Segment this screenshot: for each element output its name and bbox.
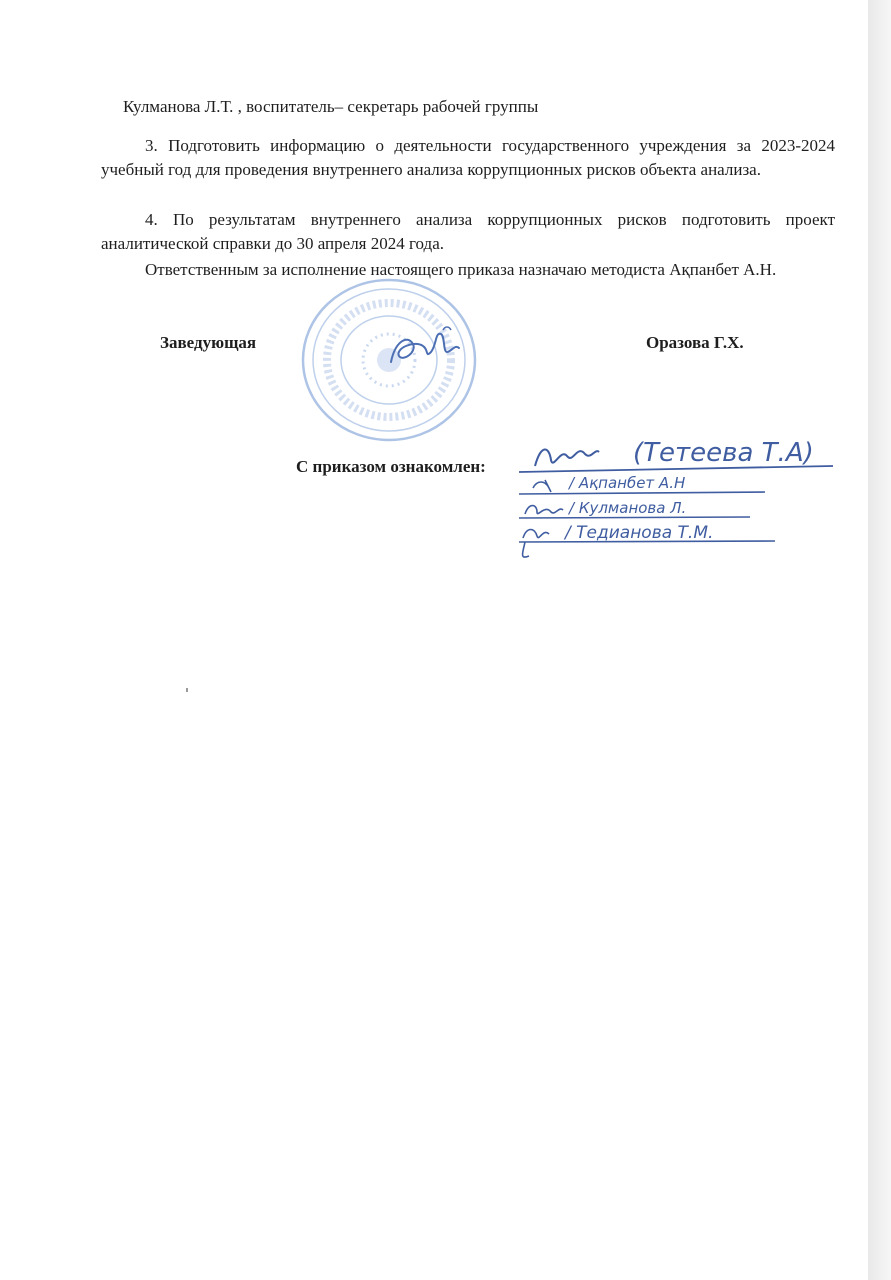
acquainted-label: С приказом ознакомлен: — [296, 457, 486, 476]
ack-signature-4: / Тедианова Т.М. — [565, 523, 714, 543]
ack-signature-1: (Тетеева Т.А) — [633, 438, 814, 468]
item-3-paragraph — [101, 134, 835, 182]
responsible-text: Ответственным за исполнение настоящего приказа назначаю методиста Ақпанбет А.Н. — [145, 260, 777, 279]
director-name: Оразова Г.Х. — [646, 333, 744, 352]
acknowledgement-signatures — [515, 436, 845, 566]
item-4-text: 4. По результатам внутреннего анализа коррупционных рисков подготовить проект аналитической справки до 30 апреля 2024 года. — [101, 210, 835, 253]
stray-mark — [186, 688, 188, 692]
ack-signature-3: / Кулманова Л. — [569, 499, 687, 517]
ack-signature-2: / Ақпанбет А.Н — [569, 474, 686, 492]
item-3-text: 3. Подготовить информацию о деятельности государственного учреждения за 2023-2024 учебный год для проведения внутреннего анализа коррупционных рисков объекта анализа. — [101, 136, 835, 179]
item-4-paragraph — [101, 208, 835, 256]
page-edge-shadow — [868, 0, 891, 1280]
header-line: Кулманова Л.Т. , воспитатель– секретарь рабочей группы — [123, 97, 539, 116]
director-signature — [385, 322, 465, 370]
position-title: Заведующая — [160, 333, 257, 352]
